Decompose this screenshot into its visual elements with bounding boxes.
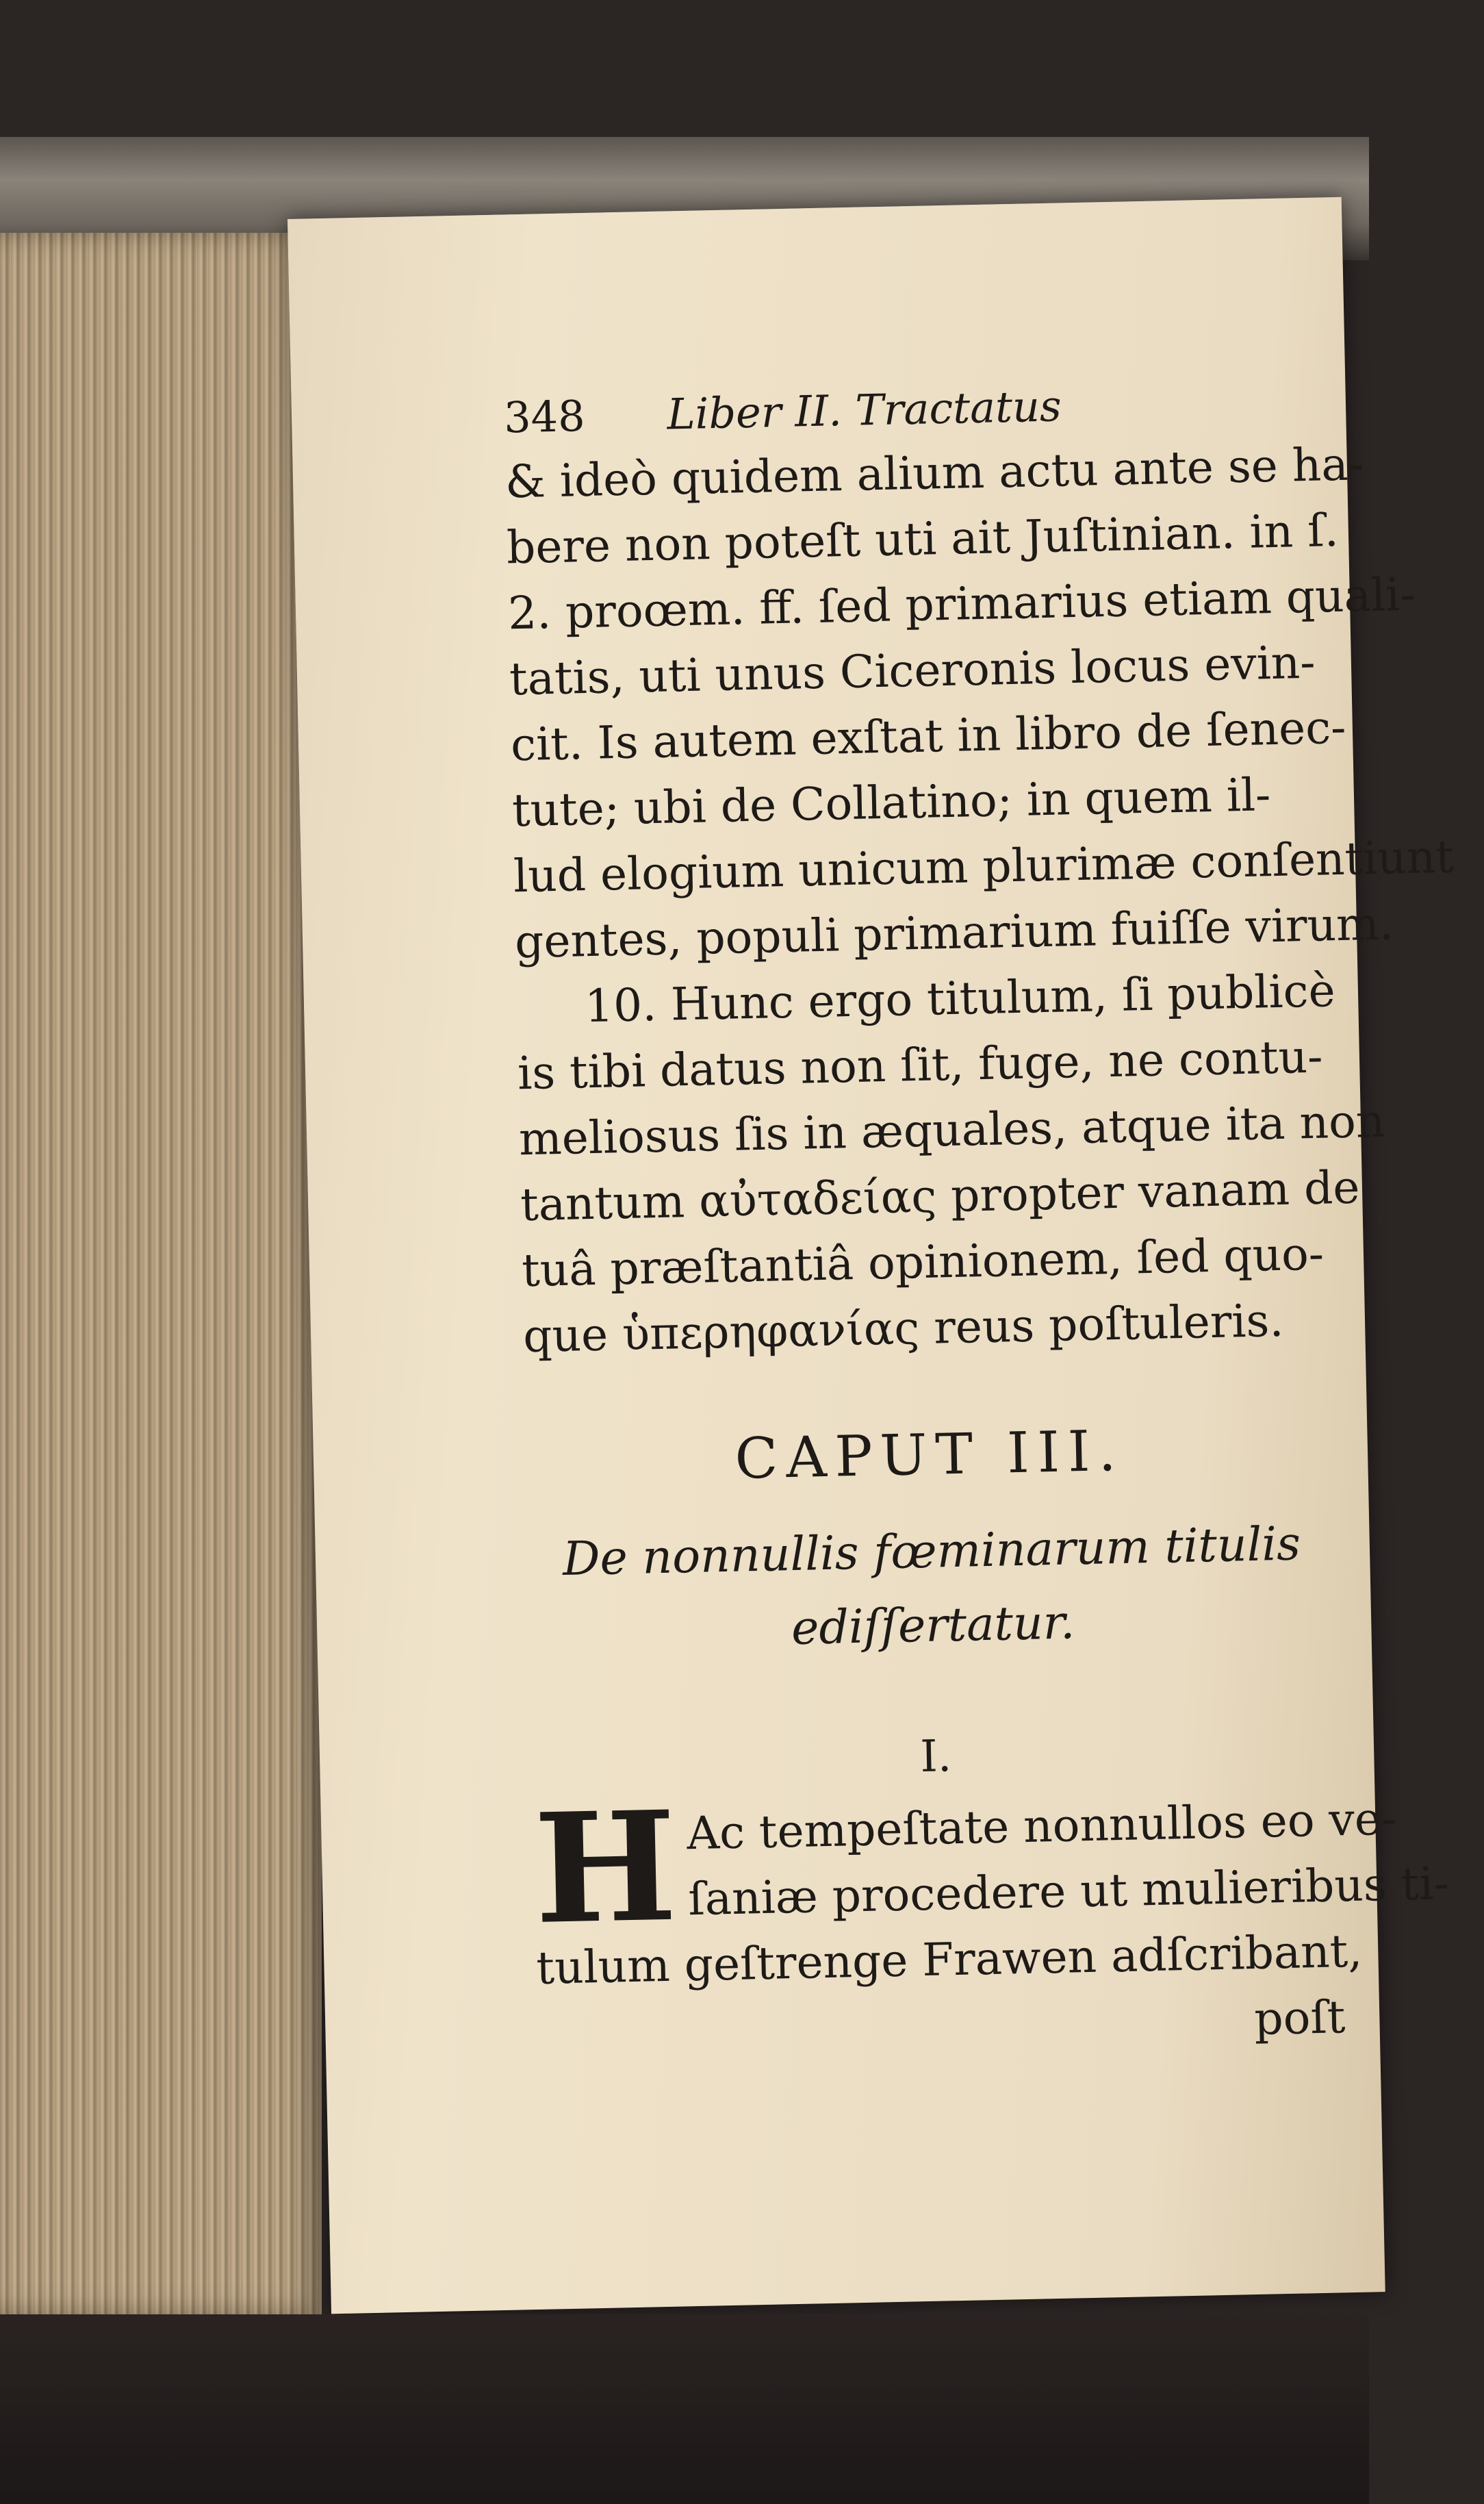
- text-line: lud elogium unicum plurimæ conſentiunt: [513, 830, 1455, 903]
- page-block-edge: [0, 233, 322, 2314]
- page-text: [503, 376, 1455, 2067]
- text-line: tatis, uti unus Ciceronis locus evin-: [509, 635, 1316, 706]
- catchword: poſt: [1253, 1990, 1346, 2045]
- text-line: que ὑπερηφανίας reus poſtuleris.: [522, 1293, 1285, 1363]
- book-page: [287, 197, 1455, 2314]
- text-line: tantum αὐταδείας propter vanam de: [520, 1161, 1361, 1232]
- text-line: cit. Is autem exſtat in libro de ſenec-: [510, 700, 1347, 772]
- drop-capital: H: [532, 1777, 679, 1958]
- text-line: & ideò quidem alium actu ante se ha-: [504, 438, 1364, 509]
- chapter-paragraph: [532, 1777, 1450, 2067]
- body-paragraph: [504, 433, 1455, 976]
- text-line: tuâ præſtantiâ opinionem, ſed quo-: [521, 1227, 1325, 1298]
- chapter-heading: CAPUT III.: [734, 1418, 1125, 1492]
- running-header: [503, 376, 1312, 443]
- background-shadow: [0, 2314, 1369, 2504]
- section-number: I.: [919, 1731, 952, 1783]
- text-line: is tibi datus non ſit, fuge, ne contu-: [517, 1030, 1324, 1100]
- text-line: ſaniæ procedere ut mulieribus ti-: [687, 1857, 1450, 1926]
- text-line: 10. Hunc ergo titulum, ſi publicè: [584, 964, 1336, 1033]
- text-line: bere non poteſt uti ait Juſtinian. in ſ.: [506, 503, 1340, 574]
- chapter-subtitle: De nonnullis fœminarum titulis: [562, 1517, 1301, 1587]
- page-number: 348: [503, 390, 586, 443]
- text-line: meliosus ſis in æquales, atque ita non: [518, 1094, 1386, 1166]
- text-line: Ac tempeſtate nonnullos eo ve-: [686, 1792, 1397, 1860]
- text-line: tute; ubi de Collatino; in quem il-: [511, 768, 1272, 837]
- running-head: Liber II. Tractatus: [666, 381, 1062, 440]
- text-line: gentes, populi primarium fuiſſe virum.: [514, 897, 1394, 969]
- text-line: 2. proœm. ff. ſed primarius etiam quali-: [507, 568, 1416, 640]
- text-line: tulum geſtrenge Frawen adſcribant,: [535, 1924, 1363, 1995]
- paragraph-10: [515, 959, 1386, 1370]
- chapter-subtitle-cont: ediſſertatur.: [791, 1595, 1076, 1656]
